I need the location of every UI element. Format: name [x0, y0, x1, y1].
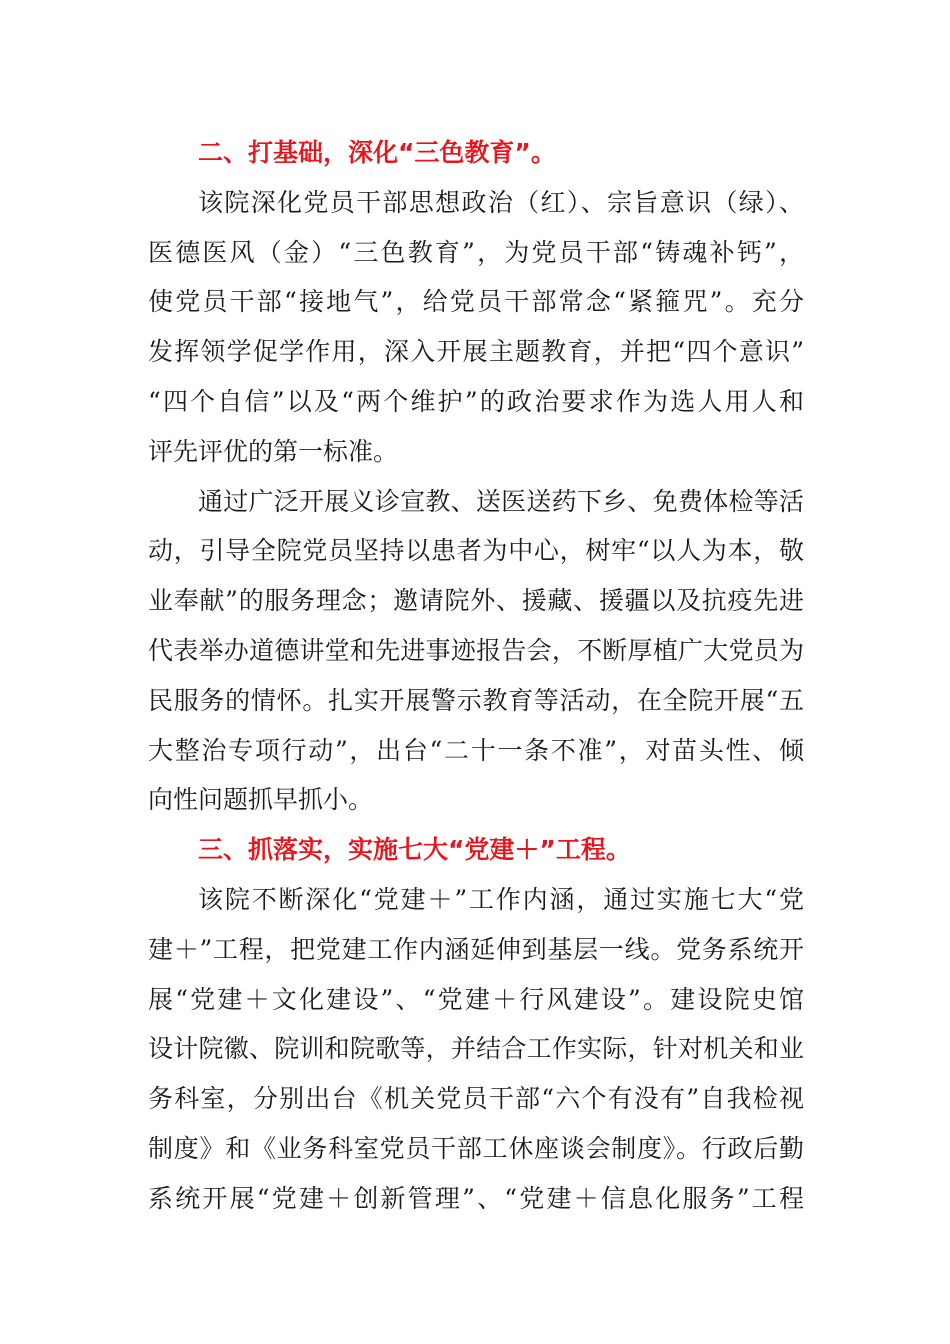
text-line: 展“党建＋文化建设”、“党建＋行风建设”。建设院史馆	[148, 984, 804, 1014]
text-line: 使党员干部“接地气”，给党员干部常念“紧箍咒”。充分	[148, 287, 804, 317]
text-line: 业奉献”的服务理念；邀请院外、援藏、援疆以及抗疫先进	[148, 586, 804, 616]
paragraph	[148, 875, 804, 1224]
text-line: 该院不断深化“党建＋”工作内涵，通过实施七大“党	[198, 884, 804, 914]
text-line: 通过广泛开展义诊宣教、送医送药下乡、免费体检等活	[198, 486, 804, 516]
text-line: “四个自信”以及“两个维护”的政治要求作为选人用人和	[148, 386, 804, 416]
text-line: 建＋”工程，把党建工作内涵延伸到基层一线。党务系统开	[148, 934, 804, 964]
document-body	[148, 128, 804, 1224]
text-line: 动，引导全院党员坚持以患者为中心，树牢“以人为本，敬	[148, 536, 804, 566]
text-line: 系统开展“党建＋创新管理”、“党建＋信息化服务”工程	[148, 1183, 804, 1213]
section-heading-3: 三、抓落实，实施七大“党建＋”工程。	[198, 835, 631, 865]
text-line: 医德医风（金）“三色教育”，为党员干部“铸魂补钙”，	[148, 237, 804, 267]
paragraph	[148, 178, 804, 477]
text-line: 制度》和《业务科室党员干部工休座谈会制度》。行政后勤	[148, 1133, 804, 1163]
text-line: 代表举办道德讲堂和先进事迹报告会，不断厚植广大党员为	[148, 635, 804, 665]
text-line: 务科室，分别出台《机关党员干部“六个有没有”自我检视	[148, 1084, 804, 1114]
text-line: 设计院徽、院训和院歌等，并结合工作实际，针对机关和业	[148, 1034, 804, 1064]
text-line: 民服务的情怀。扎实开展警示教育等活动，在全院开展“五	[148, 685, 804, 715]
section-heading-2: 二、打基础，深化“三色教育”。	[198, 138, 556, 167]
text-line: 大整治专项行动”，出台“二十一条不准”，对苗头性、倾	[148, 735, 804, 765]
text-line: 向性问题抓早抓小。	[148, 785, 374, 815]
text-line: 该院深化党员干部思想政治（红）、宗旨意识（绿）、	[198, 187, 804, 217]
text-line: 发挥领学促学作用，深入开展主题教育，并把“四个意识”	[148, 337, 804, 367]
text-line: 评先评优的第一标准。	[148, 436, 399, 466]
paragraph	[148, 477, 804, 826]
